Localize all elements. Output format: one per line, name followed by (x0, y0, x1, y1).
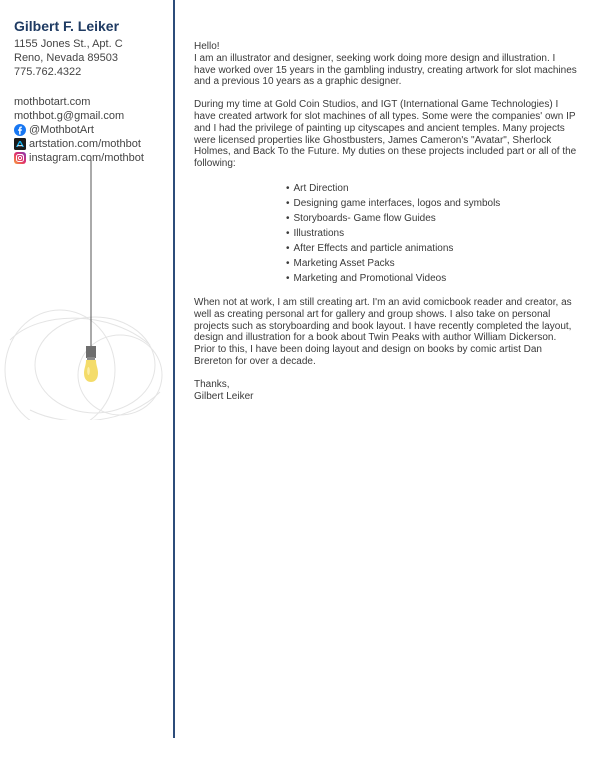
closing: Thanks, (194, 378, 230, 390)
facebook-icon (14, 124, 26, 136)
instagram-url: instagram.com/mothbot (29, 152, 144, 164)
list-item: • Illustrations (286, 226, 579, 241)
email-link[interactable]: mothbot.g@gmail.com (14, 110, 125, 122)
signature: Gilbert Leiker (194, 390, 254, 402)
letter-opening (194, 41, 579, 88)
list-item: • After Effects and particle animations (286, 241, 579, 256)
duties-list (194, 181, 579, 286)
list-item: • Marketing Asset Packs (286, 256, 579, 271)
phone-number: 775.762.4322 (14, 66, 82, 78)
artstation-url: artstation.com/mothbot (29, 138, 141, 150)
personal-paragraph: When not at work, I am still creating art. I'm an avid comicbook reader and creator, as well as creating personal art for gallery and group shows. I also take on personal projects such as storyboarding and book layout. I have recently completed the layout, design and illustration for a book about Twin Peaks with author William Dickerson. Prior to this, I have been doing layout and design on books by comic artist Dan Brereton for over a decade. (194, 296, 572, 367)
list-item: • Art Direction (286, 181, 579, 196)
signoff (194, 379, 579, 403)
contact-list (14, 95, 174, 165)
artstation-icon (14, 138, 26, 150)
sidebar (14, 18, 174, 165)
list-item: • Storyboards- Game flow Guides (286, 211, 579, 226)
website-link[interactable]: mothbotart.com (14, 96, 91, 108)
vertical-divider (173, 0, 175, 738)
artstation-link[interactable] (14, 137, 174, 151)
hanging-lightbulb-icon (0, 160, 175, 420)
facebook-handle: @MothbotArt (29, 124, 94, 136)
address-line-1: 1155 Jones St., Apt. C (14, 38, 123, 50)
intro-paragraph: I am an illustrator and designer, seeking work doing more design and illustration. I have worked over 15 years in the gambling industry, creating artwork for slot machines and a previous 10 years as a graphic designer. (194, 52, 577, 88)
address-line-2: Reno, Nevada 89503 (14, 52, 118, 64)
experience-paragraph: During my time at Gold Coin Studios, and IGT (International Game Technologies) I have created artwork for slot machines of all types. Some were the companies' own IP and I had the privilege of painting up cityscapes and ancient temples. Many projects were licensed properties like Ghostbusters, James Cameron's "Avatar", Sherlock Holmes, and Back To the Future. My duties on these projects included part or all of the following: (194, 99, 577, 170)
list-item: • Designing game interfaces, logos and symbols (286, 196, 579, 211)
letter-body (194, 41, 579, 402)
facebook-link[interactable] (14, 123, 174, 137)
list-item: • Marketing and Promotional Videos (286, 271, 579, 286)
greeting: Hello! (194, 41, 220, 52)
sender-name: Gilbert F. Leiker (14, 18, 120, 34)
